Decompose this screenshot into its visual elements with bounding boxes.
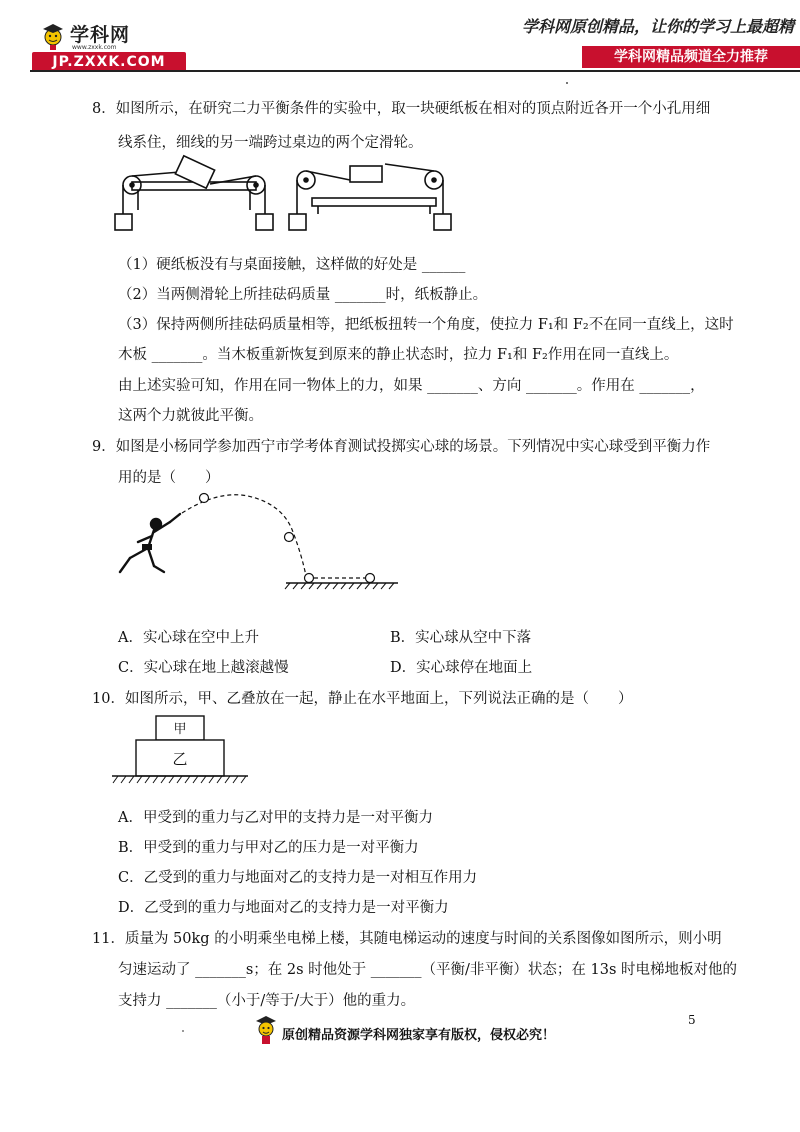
q9-option-b: B．实心球从空中下落	[390, 630, 532, 646]
logo-url: www.zxxk.com	[72, 44, 117, 51]
header-divider	[30, 70, 800, 72]
q8-part-3-line-2: 木板 _______。当木板重新恢复到原来的静止状态时，拉力 F₁和 F₂作用在同一直线上。	[118, 347, 679, 363]
q9-option-d: D．实心球停在地面上	[390, 660, 533, 676]
mascot-icon	[254, 1013, 278, 1047]
q8-stem-line-2: 线系住，细线的另一端跨过桌边的两个定滑轮。	[118, 135, 423, 151]
q10-stem: 10．如图所示，甲、乙叠放在一起，静止在水平地面上，下列说法正确的是（ ）	[92, 691, 633, 707]
mascot-icon	[40, 22, 66, 50]
q10-option-a: A．甲受到的重力与乙对甲的支持力是一对平衡力	[118, 810, 433, 826]
block-label-top: 甲	[173, 722, 187, 737]
q11-stem-line-1: 11．质量为 50kg 的小明乘坐电梯上楼，其随电梯运动的速度与时间的关系图像如图所示，则小明	[92, 931, 722, 947]
q8-part-2: （2）当两侧滑轮上所挂砝码质量 _______时，纸板静止。	[118, 287, 488, 303]
q9-figure	[108, 488, 408, 596]
q8-stem-line-1: 8．如图所示，在研究二力平衡条件的实验中，取一块硬纸板在相对的顶点附近各开一个小孔用细	[92, 101, 711, 117]
q10-figure	[108, 712, 258, 788]
q9-option-c: C．实心球在地上越滚越慢	[118, 660, 289, 676]
q9-stem-line-1: 9．如图是小杨同学参加西宁市学考体育测试投掷实心球的场景。下列情况中实心球受到平衡力作	[92, 439, 711, 455]
q11-stem-line-3: 支持力 _______（小于/等于/大于）他的重力。	[118, 993, 416, 1009]
q10-option-c: C．乙受到的重力与地面对乙的支持力是一对相互作用力	[118, 870, 478, 886]
block-label-bottom: 乙	[172, 750, 188, 768]
site-logo[interactable]	[30, 18, 190, 74]
q8-figure	[110, 154, 460, 234]
q8-part-3-line-1: （3）保持两侧所挂砝码质量相等，把纸板扭转一个角度，使拉力 F₁和 F₂不在同一直线上，这时	[118, 317, 734, 333]
header-slogan-bar: 学科网精品频道全力推荐	[582, 46, 800, 68]
q8-conclusion-line-1: 由上述实验可知，作用在同一物体上的力，如果 _______、方向 _______。作用在 _______，	[118, 378, 705, 394]
speck	[566, 82, 568, 84]
speck	[182, 1030, 184, 1032]
q11-stem-line-2: 匀速运动了 _______s；在 2s 时他处于 _______（平衡/非平衡）状态；在 13s 时电梯地板对他的	[118, 962, 738, 978]
header-slogan: 学科网原创精品，让你的学习上最超精	[521, 17, 794, 36]
page-number: 5	[688, 1013, 696, 1027]
logo-text: 学科网	[70, 24, 131, 46]
q8-conclusion-line-2: 这两个力就彼此平衡。	[118, 408, 263, 424]
q10-option-b: B．甲受到的重力与甲对乙的压力是一对平衡力	[118, 840, 419, 856]
q10-option-d: D．乙受到的重力与地面对乙的支持力是一对平衡力	[118, 900, 449, 916]
q9-option-a: A．实心球在空中上升	[118, 630, 259, 646]
logo-domain-bar: JP.ZXXK.COM	[32, 52, 186, 72]
q8-part-1: （1）硬纸板没有与桌面接触，这样做的好处是 ______	[118, 257, 466, 273]
copyright-notice: 原创精品资源学科网独家享有版权，侵权必究！	[282, 1028, 556, 1043]
q9-stem-line-2: 用的是（ ）	[118, 470, 220, 486]
